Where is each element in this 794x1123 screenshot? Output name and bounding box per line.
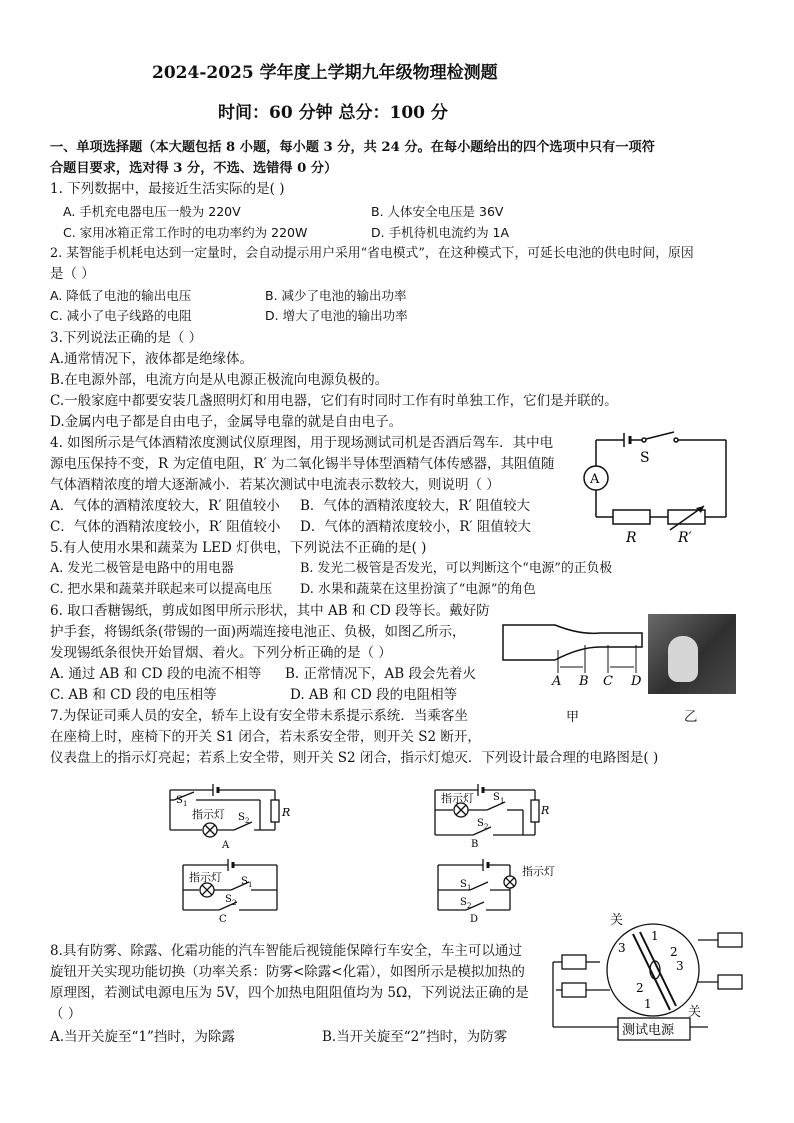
q1-option-a: A. 手机充电器电压一般为 220V bbox=[63, 204, 241, 219]
q3-option-b: B.在电源外部，电流方向是从电源正极流向电源负极的。 bbox=[50, 372, 389, 388]
q2-stem-cont: 是（ ） bbox=[50, 266, 95, 282]
q2-stem: 2. 某智能手机耗电达到一定量时，会自动提示用户采用“省电模式”，在这种模式下，可延长电池的供电时间，原因 bbox=[50, 246, 694, 261]
q7c-s1-sub: 1 bbox=[248, 881, 253, 889]
q1-option-d: D. 手机待机电流约为 1A bbox=[371, 225, 510, 240]
q3-stem: 3.下列说法正确的是（ ） bbox=[50, 330, 203, 346]
q8-pos-2-right: 2 bbox=[670, 945, 678, 959]
q7b-r-label: R bbox=[541, 804, 550, 817]
q6-option-b: B. 正常情况下，AB 段会先着火 bbox=[285, 666, 476, 682]
page-title: 2024-2025 学年度上学期九年级物理检测题 bbox=[152, 63, 498, 83]
q7a-s1-label: S bbox=[176, 795, 183, 806]
q6-option-a: A. 通过 AB 和 CD 段的电流不相等 bbox=[50, 666, 262, 682]
q4-stem: 4. 如图所示是气体酒精浓度测试仪原理图，用于现场测试司机是否酒后驾车．其中电 bbox=[50, 435, 554, 451]
q7b-option-label: B bbox=[471, 839, 479, 850]
q6-option-c: C. AB 和 CD 段的电压相等 bbox=[50, 687, 217, 703]
q2-option-b: B. 减少了电池的输出功率 bbox=[265, 288, 407, 303]
q2-option-c: C. 减小了电子线路的电阻 bbox=[50, 308, 192, 323]
q5-option-b: B. 发光二极管是否发光，可以判断这个“电源”的正负极 bbox=[300, 561, 613, 576]
q7b-s2-sub: 2 bbox=[484, 823, 489, 831]
q8-pos-3-left: 3 bbox=[618, 941, 626, 955]
q8-guan-bottom: 关 bbox=[688, 1005, 702, 1020]
q8-pos-2-left: 2 bbox=[636, 981, 644, 995]
q8-stem-cont3: （ ） bbox=[50, 1006, 82, 1022]
q8-stem: 8.具有防雾、除露、化霜功能的汽车智能后视镜能保障行车安全，车主可以通过 bbox=[50, 943, 522, 959]
q3-option-a: A.通常情况下，液体都是绝缘体。 bbox=[50, 351, 254, 367]
q7a-lamp-label: 指示灯 bbox=[192, 808, 225, 821]
q6-option-d: D. AB 和 CD 段的电阻相等 bbox=[290, 687, 458, 703]
q4-option-a: A．气体的酒精浓度较大，R′ 阻值较小 bbox=[50, 498, 280, 514]
q6-tinfoil-figure bbox=[500, 615, 645, 725]
q1-stem: 1. 下列数据中，最接近生活实际的是( ) bbox=[50, 181, 285, 197]
q4-stem-cont2: 气体酒精浓度的增大逐渐减小．若某次测试中电流表示数较大，则说明（ ） bbox=[50, 477, 500, 493]
q7c-s1-label: S bbox=[241, 876, 248, 887]
q6-stem: 6. 取口香糖锡纸，剪成如图甲所示形状，其中 AB 和 CD 段等长。戴好防 bbox=[50, 603, 490, 619]
q5-option-c: C. 把水果和蔬菜并联起来可以提高电压 bbox=[50, 582, 273, 597]
q6-stem-cont2: 发现锡纸条很快开始冒烟、着火。下列分析正确的是（ ） bbox=[50, 645, 392, 661]
q6-photo bbox=[648, 614, 736, 694]
q7d-s1-label: S bbox=[460, 879, 467, 890]
q8-stem-cont2: 原理图，若测试电源电压为 5V，四个加热电阻阻值均为 5Ω，下列说法正确的是 bbox=[50, 985, 529, 1001]
q4-ammeter-label: A bbox=[590, 472, 600, 487]
q6-stem-cont: 护手套，将锡纸条(带锡的一面)两端连接电池正、负极，如图乙所示， bbox=[50, 624, 466, 640]
q4-switch-label: S bbox=[640, 450, 650, 466]
q1-option-b: B. 人体安全电压是 36V bbox=[371, 204, 504, 219]
q8-option-b: B.当开关旋至“2”挡时，为防雾 bbox=[322, 1029, 508, 1045]
q5-option-a: A. 发光二极管是电路中的用电器 bbox=[50, 561, 234, 576]
q6-label-a: A bbox=[552, 674, 562, 689]
q7a-s2-sub: 2 bbox=[245, 817, 250, 825]
q8-option-a: A.当开关旋至“1”挡时，为除露 bbox=[50, 1029, 235, 1045]
q8-stem-cont: 旋钮开关实现功能切换（功率关系：防雾<除露<化霜），如图所示是模拟加热的 bbox=[50, 964, 525, 980]
q7-stem-cont: 在座椅上时，座椅下的开关 S1 闭合，若未系安全带，则开关 S2 断开， bbox=[50, 729, 481, 745]
q7-stem: 7.为保证司乘人员的安全，轿车上设有安全带未系提示系统．当乘客坐 bbox=[50, 708, 468, 724]
q7d-s2-sub: 2 bbox=[467, 902, 472, 910]
q7b-s1-label: S bbox=[493, 792, 500, 803]
q7d-option-label: D bbox=[470, 914, 479, 925]
q4-option-d: D．气体的酒精浓度较小，R′ 阻值较大 bbox=[300, 519, 531, 535]
q4-r-label: R bbox=[626, 530, 637, 546]
q7a-option-label: A bbox=[222, 840, 230, 851]
q3-option-c: C.一般家庭中都要安装几盏照明灯和用电器，它们有时同时工作有时单独工作，它们是并联的。 bbox=[50, 393, 618, 409]
q2-option-a: A. 降低了电池的输出电压 bbox=[50, 288, 192, 303]
q8-heater-diagram bbox=[548, 912, 743, 1052]
q7-circuit-b bbox=[425, 780, 565, 855]
q4-option-c: C．气体的酒精浓度较小，R′ 阻值较小 bbox=[50, 519, 281, 535]
q8-guan-top: 关 bbox=[610, 913, 624, 928]
q3-option-d: D.金属内电子都是自由电子，金属导电靠的就是自由电子。 bbox=[50, 414, 403, 430]
q7b-lamp-label: 指示灯 bbox=[441, 792, 474, 805]
q4-option-b: B．气体的酒精浓度较大，R′ 阻值较大 bbox=[300, 498, 530, 514]
q8-pos-1-bottom: 1 bbox=[644, 997, 652, 1011]
q7a-s2-label: S bbox=[238, 812, 245, 823]
q7a-r-label: R bbox=[282, 806, 291, 819]
q7a-s1-sub: 1 bbox=[183, 800, 188, 808]
q6-fig-yi-label: 乙 bbox=[684, 709, 698, 725]
q6-label-d: D bbox=[631, 674, 642, 689]
q8-pos-1: 1 bbox=[651, 929, 659, 943]
q7b-s2-label: S bbox=[477, 818, 484, 829]
q8-source-label: 测试电源 bbox=[622, 1023, 675, 1038]
q6-label-b: B bbox=[579, 674, 589, 689]
q5-option-d: D. 水果和蔬菜在这里扮演了“电源”的角色 bbox=[300, 582, 536, 597]
page-subtitle: 时间：60 分钟 总分：100 分 bbox=[218, 103, 448, 123]
q7c-s2-sub: 2 bbox=[232, 899, 237, 907]
q7c-option-label: C bbox=[219, 914, 227, 925]
q1-option-c: C. 家用冰箱正常工作时的电功率约为 220W bbox=[63, 225, 308, 240]
section-heading-cont: 合题目要求，选对得 3 分，不选、选错得 0 分） bbox=[50, 161, 338, 176]
q4-rprime-label: R′ bbox=[678, 530, 692, 546]
q7-circuit-c bbox=[175, 855, 315, 930]
q7-stem-cont2: 仪表盘上的指示灯亮起；若系上安全带，则开关 S2 闭合，指示灯熄灭．下列设计最合理的电路图是( ) bbox=[50, 750, 659, 766]
q6-label-c: C bbox=[603, 674, 613, 689]
q7d-lamp-label: 指示灯 bbox=[522, 865, 555, 878]
hand-shape bbox=[668, 636, 698, 682]
q4-stem-cont: 源电压保持不变，R 为定值电阻，R′ 为二氧化锡半导体型酒精气体传感器，其阻值随 bbox=[50, 456, 555, 472]
q7b-s1-sub: 1 bbox=[500, 797, 505, 805]
section-heading: 一、单项选择题（本大题包括 8 小题，每小题 3 分，共 24 分。在每小题给出的四个选项中只有一项符 bbox=[50, 140, 655, 155]
q8-pos-3-right: 3 bbox=[676, 959, 684, 973]
q2-option-d: D. 增大了电池的输出功率 bbox=[265, 308, 408, 323]
q4-circuit-diagram bbox=[578, 430, 738, 546]
q7d-s1-sub: 1 bbox=[467, 884, 472, 892]
q7-circuit-a bbox=[160, 780, 300, 855]
q7d-s2-label: S bbox=[460, 897, 467, 908]
q5-stem: 5.有人使用水果和蔬菜为 LED 灯供电，下列说法不正确的是( ) bbox=[50, 540, 427, 556]
q6-fig-jia-label: 甲 bbox=[566, 710, 580, 725]
q7c-s2-label: S bbox=[225, 894, 232, 905]
q7c-lamp-label: 指示灯 bbox=[189, 871, 222, 884]
